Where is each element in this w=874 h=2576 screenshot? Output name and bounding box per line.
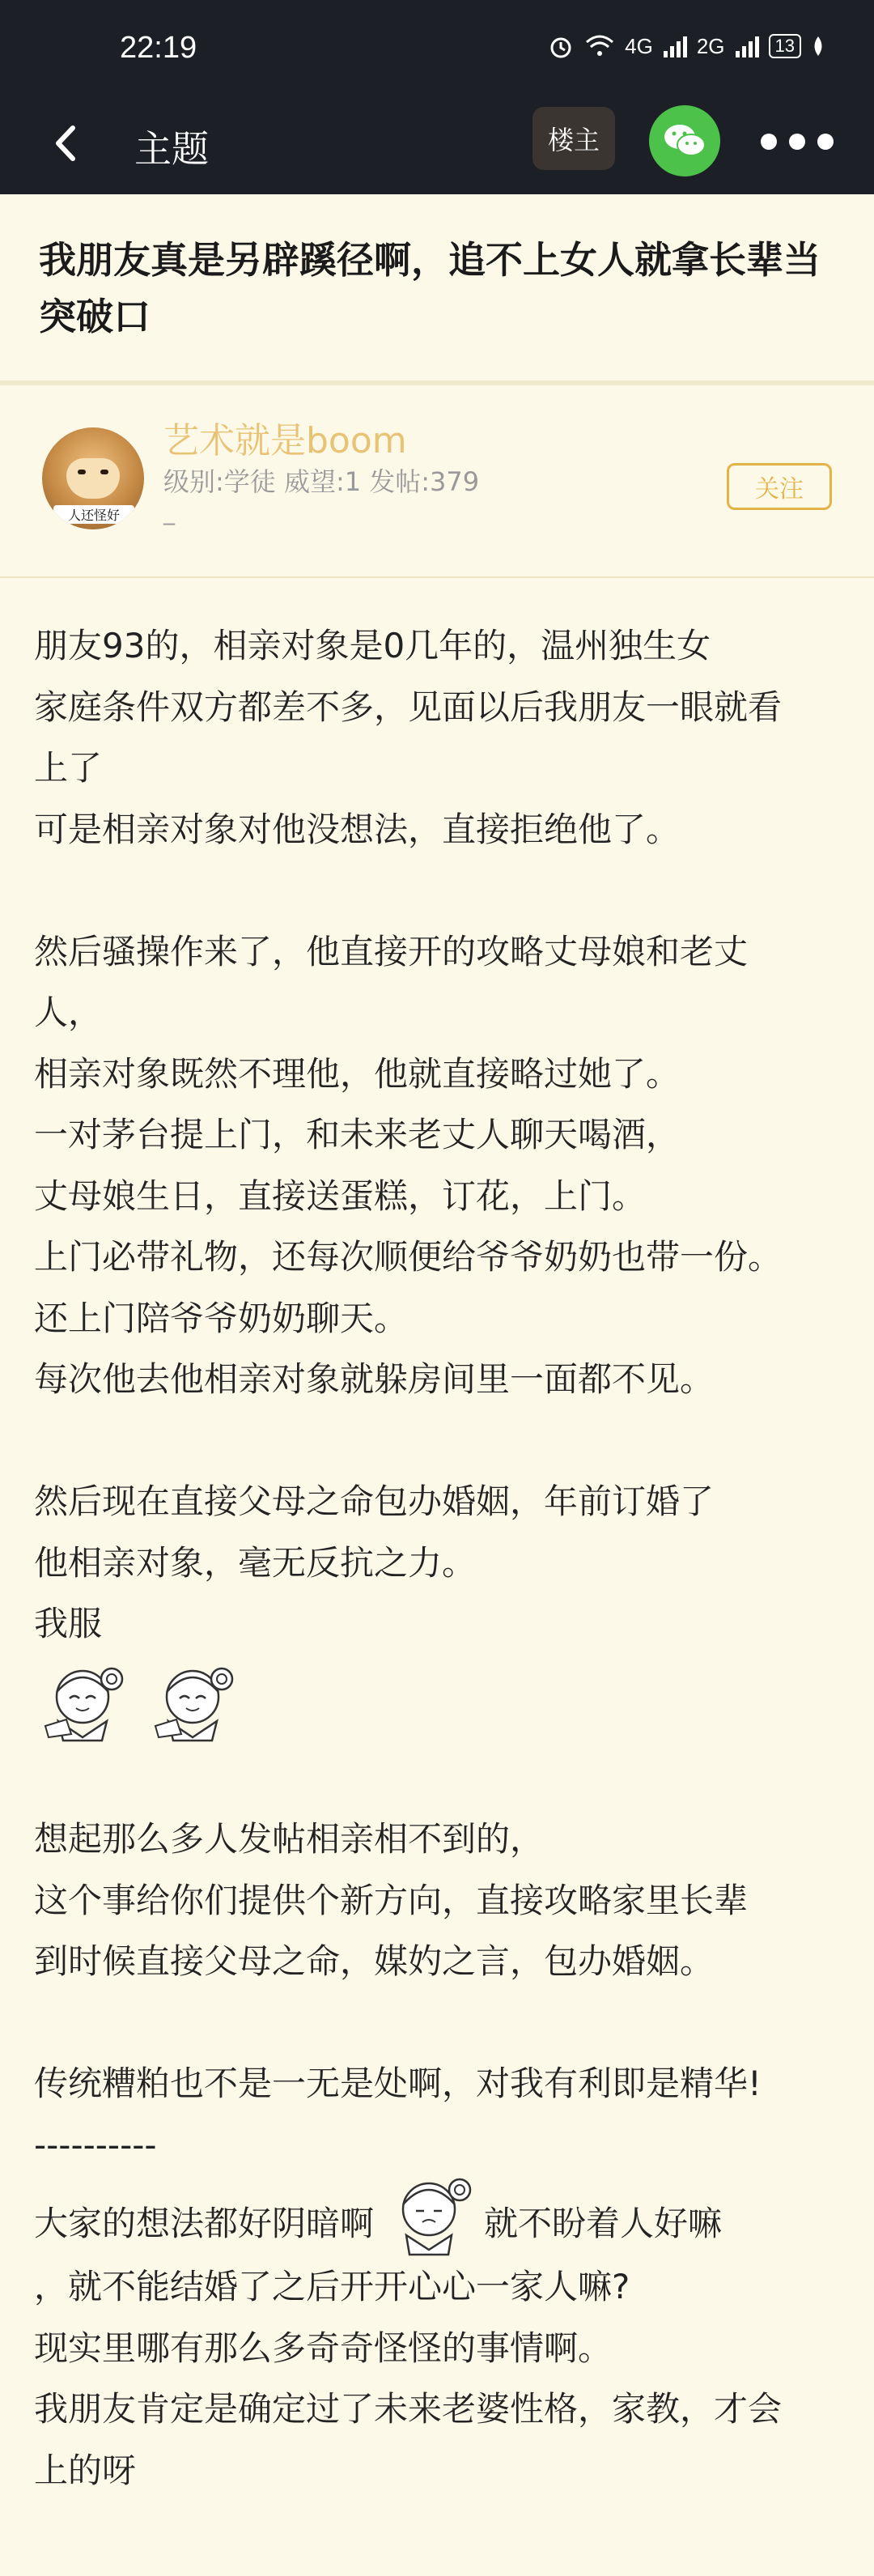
status-time: 22:19 bbox=[120, 31, 197, 65]
leaf-icon bbox=[811, 35, 825, 57]
wifi-icon bbox=[584, 34, 615, 58]
body-line: 现实里哪有那么多奇奇怪怪的事情啊。 bbox=[34, 2327, 613, 2368]
wechat-share-button[interactable] bbox=[649, 105, 720, 176]
avatar-face bbox=[66, 458, 120, 499]
signal-icon bbox=[663, 35, 687, 57]
body-line: 上的呀 bbox=[34, 2450, 137, 2490]
body-line: 这个事给你们提供个新方向，直接攻略家里长辈 bbox=[34, 1880, 749, 1920]
body-line: 上门必带礼物，还每次顺便给爷爷奶奶也带一份。 bbox=[34, 1237, 783, 1277]
more-menu-button[interactable] bbox=[761, 121, 834, 162]
body-line: 然后现在直接父母之命包办婚姻，年前订婚了 bbox=[34, 1481, 715, 1521]
avatar[interactable] bbox=[42, 427, 144, 529]
network-4g-label: 4G bbox=[625, 33, 653, 58]
anime-girl-sticker-icon bbox=[144, 1656, 241, 1745]
anime-girl-sticker-icon bbox=[379, 2169, 479, 2259]
separator-line: ---------- bbox=[34, 2124, 157, 2165]
battery-icon: 13 bbox=[769, 34, 801, 58]
blank-line bbox=[34, 860, 843, 921]
body-line: 然后骚操作来了，他直接开的攻略丈母娘和老丈 bbox=[34, 931, 749, 971]
wechat-icon bbox=[662, 122, 707, 159]
more-dot-icon bbox=[789, 134, 805, 150]
body-line: 我朋友肯定是确定过了未来老婆性格，家教，才会 bbox=[34, 2389, 783, 2429]
blank-line bbox=[34, 1748, 843, 1809]
body-line: 到时候直接父母之命，媒妁之言，包办婚姻。 bbox=[34, 1941, 715, 1981]
body-line: 他相亲对象，毫无反抗之力。 bbox=[34, 1542, 477, 1583]
sticker-row bbox=[34, 1655, 843, 1748]
body-line: 想起那么多人发帖相亲相不到的， bbox=[34, 1819, 545, 1859]
body-line: 家庭条件双方都差不多，见面以后我朋友一眼就看 bbox=[34, 687, 783, 727]
author-stats: 级别:学徒 威望:1 发帖:379 bbox=[163, 466, 480, 497]
signal-icon-2 bbox=[735, 35, 759, 57]
body-line: 传统糟粕也不是一无是处啊，对我有利即是精华! bbox=[34, 2064, 762, 2103]
divider bbox=[0, 380, 874, 385]
chevron-left-icon bbox=[39, 115, 95, 172]
body-line: 每次他去他相亲对象就躲房间里一面都不见。 bbox=[34, 1359, 715, 1399]
follow-button[interactable]: 关注 bbox=[727, 463, 832, 510]
back-button[interactable] bbox=[39, 115, 95, 172]
body-line: 一对茅台提上门，和未来老丈人聊天喝酒， bbox=[34, 1115, 681, 1154]
post-title: 我朋友真是另辟蹊径啊，追不上女人就拿长辈当突破口 bbox=[39, 238, 821, 338]
avatar-eye bbox=[78, 470, 86, 474]
body-line: 可是相亲对象对他没想法，直接拒绝他了。 bbox=[34, 809, 681, 849]
blank-line bbox=[34, 1410, 843, 1472]
alarm-icon bbox=[547, 32, 575, 60]
body-text: 就不盼着人好嘛 bbox=[484, 2204, 723, 2243]
author-name[interactable]: 艺术就是boom bbox=[163, 420, 407, 461]
status-icons bbox=[547, 32, 825, 60]
network-2g-label: 2G bbox=[696, 33, 725, 58]
divider bbox=[0, 576, 874, 578]
body-text: 大家的想法都好阴暗啊 bbox=[34, 2204, 375, 2243]
body-line: 丈母娘生日，直接送蛋糕，订花，上门。 bbox=[34, 1175, 647, 1216]
body-line: 上了 bbox=[34, 748, 103, 788]
more-dot-icon bbox=[761, 134, 777, 150]
body-line: 相亲对象既然不理他，他就直接略过她了。 bbox=[34, 1053, 681, 1094]
body-line: ，就不能结婚了之后开开心心一家人嘛? bbox=[34, 2267, 630, 2306]
avatar-eye bbox=[100, 470, 108, 474]
avatar-caption: 人还怪好 bbox=[53, 505, 134, 524]
body-line: 我服 bbox=[34, 1604, 103, 1643]
more-dot-icon bbox=[817, 134, 834, 150]
body-line: 人， bbox=[34, 993, 103, 1032]
only-op-button[interactable]: 楼主 bbox=[532, 107, 615, 170]
body-line: 还上门陪爷爷奶奶聊天。 bbox=[34, 1298, 409, 1338]
blank-line bbox=[34, 1992, 843, 2054]
nav-bar bbox=[0, 97, 874, 194]
author-signature: _ bbox=[163, 499, 175, 525]
status-bar bbox=[0, 0, 874, 97]
author-card bbox=[0, 389, 874, 575]
post-body bbox=[34, 615, 843, 2501]
body-line: 朋友93的，相亲对象是0几年的，温州独生女 bbox=[34, 626, 711, 665]
body-line-with-sticker bbox=[34, 2175, 843, 2256]
nav-title: 主题 bbox=[134, 127, 209, 171]
anime-girl-sticker-icon bbox=[34, 1656, 131, 1745]
